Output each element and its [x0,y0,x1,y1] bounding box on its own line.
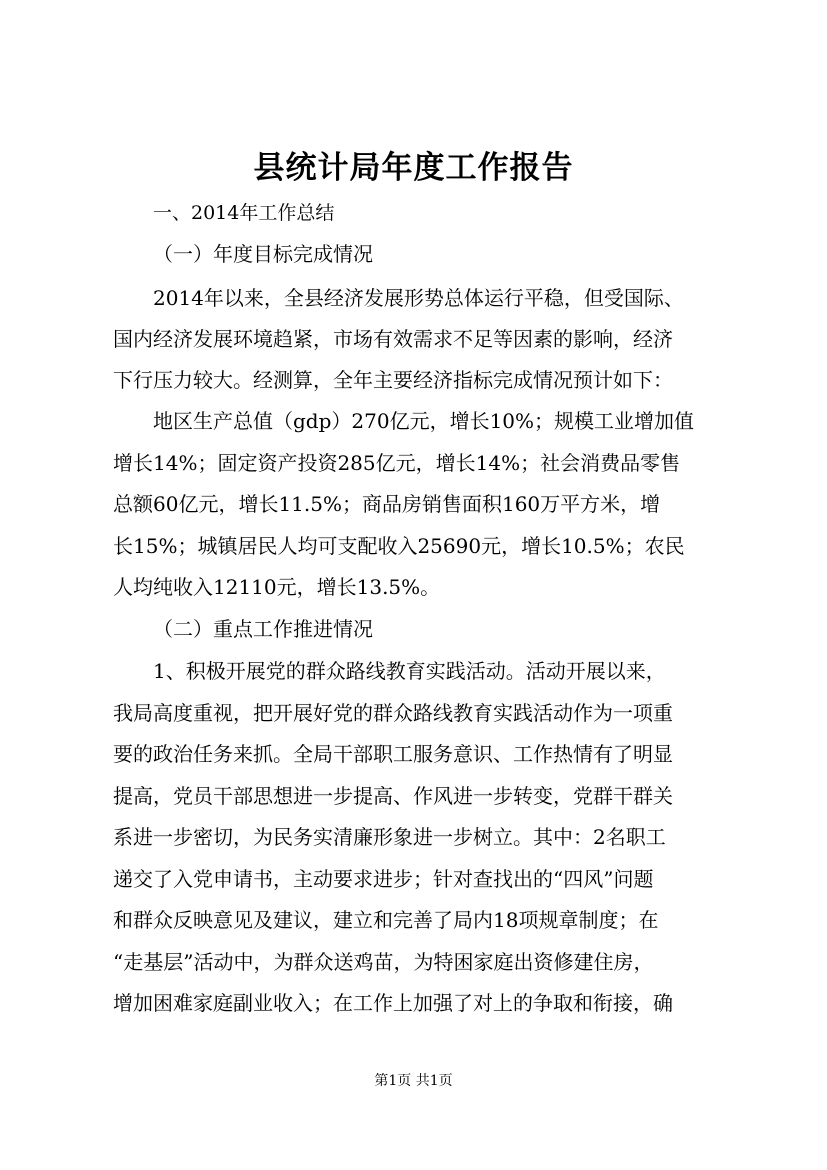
heading-section-1: 一、2014年工作总结 [153,202,335,224]
paragraph-line: “走基层”活动中，为群众送鸡苗，为特困家庭出资修建住房， [113,950,654,974]
paragraph-line: 地区生产总值（gdp）270亿元，增长10%；规模工业增加值 [153,409,695,433]
paragraph-line: 长15%；城镇居民人均可支配收入25690元，增长10.5%；农民 [113,534,685,558]
paragraph-line: 总额60亿元，增长11.5%；商品房销售面积160万平方米，增 [113,492,661,516]
heading-subsection-2: （二）重点工作推进情况 [153,617,373,641]
paragraph-line: 递交了入党申请书，主动要求进步；针对查找出的“四风”问题 [113,867,654,891]
paragraph-line: 增加困难家庭副业收入；在工作上加强了对上的争取和衔接，确 [113,991,673,1015]
paragraph-line: 2014年以来，全县经济发展形势总体运行平稳，但受国际、 [153,286,684,310]
paragraph-line: 我局高度重视，把开展好党的群众路线教育实践活动作为一项重 [113,701,673,725]
paragraph-line: 要的政治任务来抓。全局干部职工服务意识、工作热情有了明显 [113,742,673,766]
paragraph-line: 人均纯收入12110元，增长13.5%。 [113,575,441,599]
document-title: 县统计局年度工作报告 [253,150,574,186]
paragraph-line: 下行压力较大。经测算，全年主要经济指标完成情况预计如下： [113,368,673,392]
paragraph-line: 提高，党员干部思想进一步提高、作风进一步转变，党群干群关 [113,784,673,808]
heading-subsection-1: （一）年度目标完成情况 [153,242,373,266]
page-footer: 第1页 共1页 [374,1073,453,1089]
paragraph-line: 增长14%；固定资产投资285亿元，增长14%；社会消费品零售 [113,451,681,475]
paragraph-line: 1、积极开展党的群众路线教育实践活动。活动开展以来， [153,659,666,683]
paragraph-line: 国内经济发展环境趋紧，市场有效需求不足等因素的影响，经济 [113,327,673,351]
paragraph-line: 系进一步密切，为民务实清廉形象进一步树立。其中：2名职工 [113,825,666,849]
paragraph-line: 和群众反映意见及建议，建立和完善了局内18项规章制度；在 [113,908,659,932]
